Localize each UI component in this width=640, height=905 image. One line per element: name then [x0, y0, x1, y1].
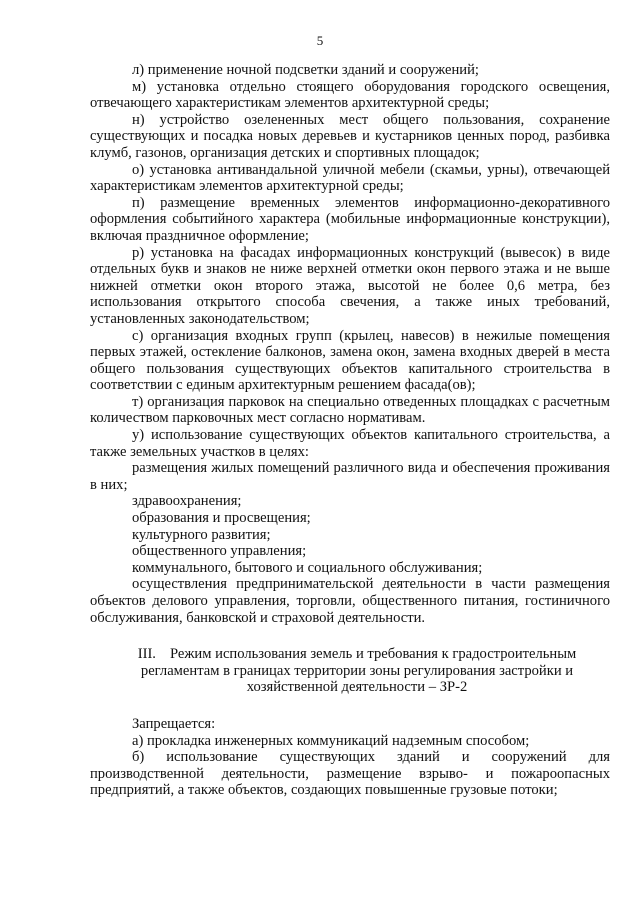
item-u: у) использование существующих объектов капитального строительства, а также земельных участков в целях: — [90, 427, 610, 460]
item-o: о) установка антивандальной уличной мебели (скамьи, урны), отвечающей характеристикам элементов архитектурной среды; — [90, 161, 610, 195]
section-heading — [90, 646, 610, 696]
purpose-housing: размещения жилых помещений различного вида и обеспечения проживания в них; — [90, 460, 610, 493]
item-n: н) устройство озелененных мест общего пользования, сохранение существующих и посадка новых деревьев и кустарников ценных пород, разбивка клумб, газонов, организация детских и спортивных площадок; — [90, 111, 610, 161]
document-body — [90, 62, 610, 799]
prohibited-intro: Запрещается: — [132, 715, 216, 732]
item-l: л) применение ночной подсветки зданий и сооружений; — [132, 62, 479, 78]
purpose-healthcare: здравоохранения; — [132, 493, 242, 510]
item-t: т) организация парковок на специально отведенных площадках с расчетным количеством парковочных мест согласно нормативам. — [90, 393, 610, 427]
item-r: р) установка на фасадах информационных конструкций (вывесок) в виде отдельных букв и знаков не ниже верхней отметки окон первого этажа и не выше нижней отметки окон второго этажа, высотой не более 0,6 метра, без использования открытого способа свечения, а также иных требований, установленных законодательством; — [90, 244, 610, 327]
prohibited-item-a: а) прокладка инженерных коммуникаций надземным способом; — [132, 732, 530, 749]
purpose-culture: культурного развития; — [132, 526, 271, 543]
purpose-public-administration: общественного управления; — [132, 543, 307, 560]
item-s: с) организация входных групп (крылец, навесов) в нежилые помещения первых этажей, остекление балконов, замена окон, замена входных дверей в места общего пользования существующих объектов капитального строительства в соответствии с единым архитектурным решением фасада(ов); — [90, 327, 610, 394]
purpose-business: осуществления предпринимательской деятельности в части размещения объектов делового управления, торговли, общественного питания, гостиничного обслуживания, банковской и страховой деятельности. — [90, 576, 610, 626]
section-number: III. — [137, 646, 156, 663]
purpose-education: образования и просвещения; — [132, 510, 311, 527]
item-p: п) размещение временных элементов информационно-декоративного оформления событийного характера (мобильные информационные конструкции), включая праздничное оформление; — [90, 194, 610, 244]
page-number: 5 — [316, 33, 324, 48]
prohibited-item-b: б) использование существующих зданий и сооружений для производственной деятельности, размещение взрыво- и пожароопасных предприятий, а также объектов, создающих повышенные грузовые потоки; — [90, 749, 610, 799]
section-title: Режим использования земель и требования к градостроительным регламентам в границах территории зоны регулирования застройки и хозяйственной деятельности – ЗР-2 — [140, 646, 577, 696]
item-m: м) установка отдельно стоящего оборудования городского освещения, отвечающего характеристикам элементов архитектурной среды; — [90, 78, 610, 112]
purpose-communal-services: коммунального, бытового и социального обслуживания; — [132, 559, 483, 576]
